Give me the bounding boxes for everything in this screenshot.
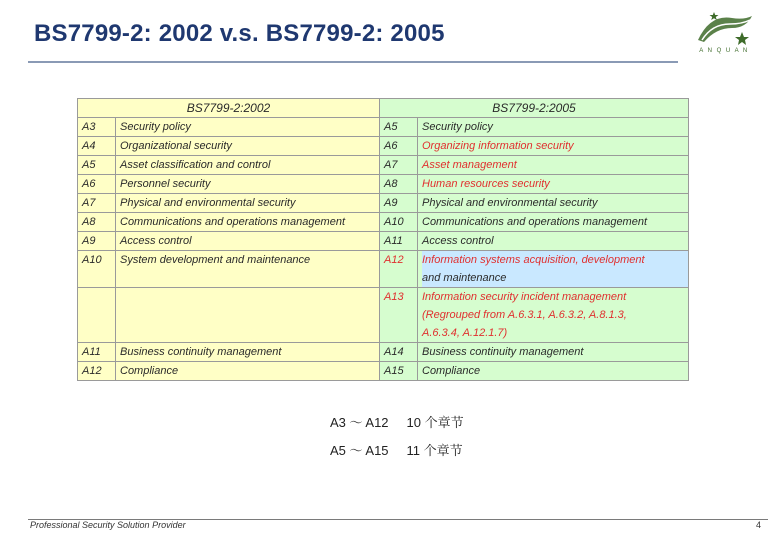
- summary-line-2005: [330, 440, 463, 459]
- new-title: Compliance: [418, 362, 689, 381]
- new-code: A13: [380, 288, 418, 343]
- new-title-line: Information security incident management: [422, 291, 627, 303]
- table-row: [78, 288, 689, 343]
- old-code: A6: [78, 175, 116, 194]
- table-row: [78, 362, 689, 381]
- old-code: A5: [78, 156, 116, 175]
- old-title: Compliance: [116, 362, 380, 381]
- old-title: Physical and environmental security: [116, 194, 380, 213]
- table-row: [78, 156, 689, 175]
- page-number: 4: [756, 520, 762, 530]
- footer-text: Professional Security Solution Provider: [30, 520, 186, 530]
- new-title: Human resources security: [418, 175, 689, 194]
- summary-range: A3 ～ A12: [330, 415, 389, 430]
- new-title: Security policy: [418, 118, 689, 137]
- old-title: Asset classification and control: [116, 156, 380, 175]
- company-logo: [692, 10, 756, 56]
- new-title: Access control: [418, 232, 689, 251]
- table-row: [78, 118, 689, 137]
- old-code: [78, 288, 116, 343]
- summary-line-2002: [330, 412, 464, 431]
- table-row: [78, 137, 689, 156]
- old-title: Security policy: [116, 118, 380, 137]
- table-row: [78, 232, 689, 251]
- new-title-line: and maintenance: [422, 269, 688, 287]
- new-title: Communications and operations management: [418, 213, 689, 232]
- new-title-block: [418, 288, 689, 343]
- new-code: A5: [380, 118, 418, 137]
- new-code: A14: [380, 343, 418, 362]
- new-title-block: [418, 251, 689, 288]
- table-row: [78, 175, 689, 194]
- comparison-table: [77, 98, 689, 381]
- new-title: Asset management: [418, 156, 689, 175]
- table-header-row: [78, 99, 689, 118]
- old-title: System development and maintenance: [116, 251, 380, 288]
- title-divider: [28, 61, 678, 63]
- header-2002: BS7799-2:2002: [78, 99, 380, 118]
- old-code: A9: [78, 232, 116, 251]
- new-code: A9: [380, 194, 418, 213]
- summary-range: A5 ～ A15: [330, 443, 389, 458]
- old-title: [116, 288, 380, 343]
- old-title: Personnel security: [116, 175, 380, 194]
- new-title: Business continuity management: [418, 343, 689, 362]
- summary-count: 11 个章节: [406, 443, 463, 458]
- summary-count: 10 个章节: [406, 415, 464, 430]
- old-title: Communications and operations management: [116, 213, 380, 232]
- new-code: A15: [380, 362, 418, 381]
- table-row: [78, 194, 689, 213]
- new-title-line: Information systems acquisition, development: [422, 251, 688, 269]
- slide-title: BS7799-2: 2002 v.s. BS7799-2: 2005: [34, 20, 445, 47]
- new-code: A8: [380, 175, 418, 194]
- new-code: A6: [380, 137, 418, 156]
- old-code: A11: [78, 343, 116, 362]
- table-row: [78, 251, 689, 288]
- old-code: A12: [78, 362, 116, 381]
- new-code: A11: [380, 232, 418, 251]
- old-code: A4: [78, 137, 116, 156]
- table-row: [78, 213, 689, 232]
- new-title: Organizing information security: [418, 137, 689, 156]
- new-code: A7: [380, 156, 418, 175]
- new-code: A12: [380, 251, 418, 288]
- old-title: Access control: [116, 232, 380, 251]
- new-title-line: (Regrouped from A.6.3.1, A.6.3.2, A.8.1.3,: [422, 309, 627, 321]
- flag-star-icon: [692, 10, 756, 48]
- table-row: [78, 343, 689, 362]
- new-title-line: A.6.3.4, A.12.1.7): [422, 327, 508, 339]
- old-code: A3: [78, 118, 116, 137]
- old-code: A8: [78, 213, 116, 232]
- old-title: Organizational security: [116, 137, 380, 156]
- old-code: A7: [78, 194, 116, 213]
- header-2005: BS7799-2:2005: [380, 99, 689, 118]
- new-title: Physical and environmental security: [418, 194, 689, 213]
- old-title: Business continuity management: [116, 343, 380, 362]
- logo-caption: A N Q U A N: [699, 48, 749, 54]
- old-code: A10: [78, 251, 116, 288]
- new-code: A10: [380, 213, 418, 232]
